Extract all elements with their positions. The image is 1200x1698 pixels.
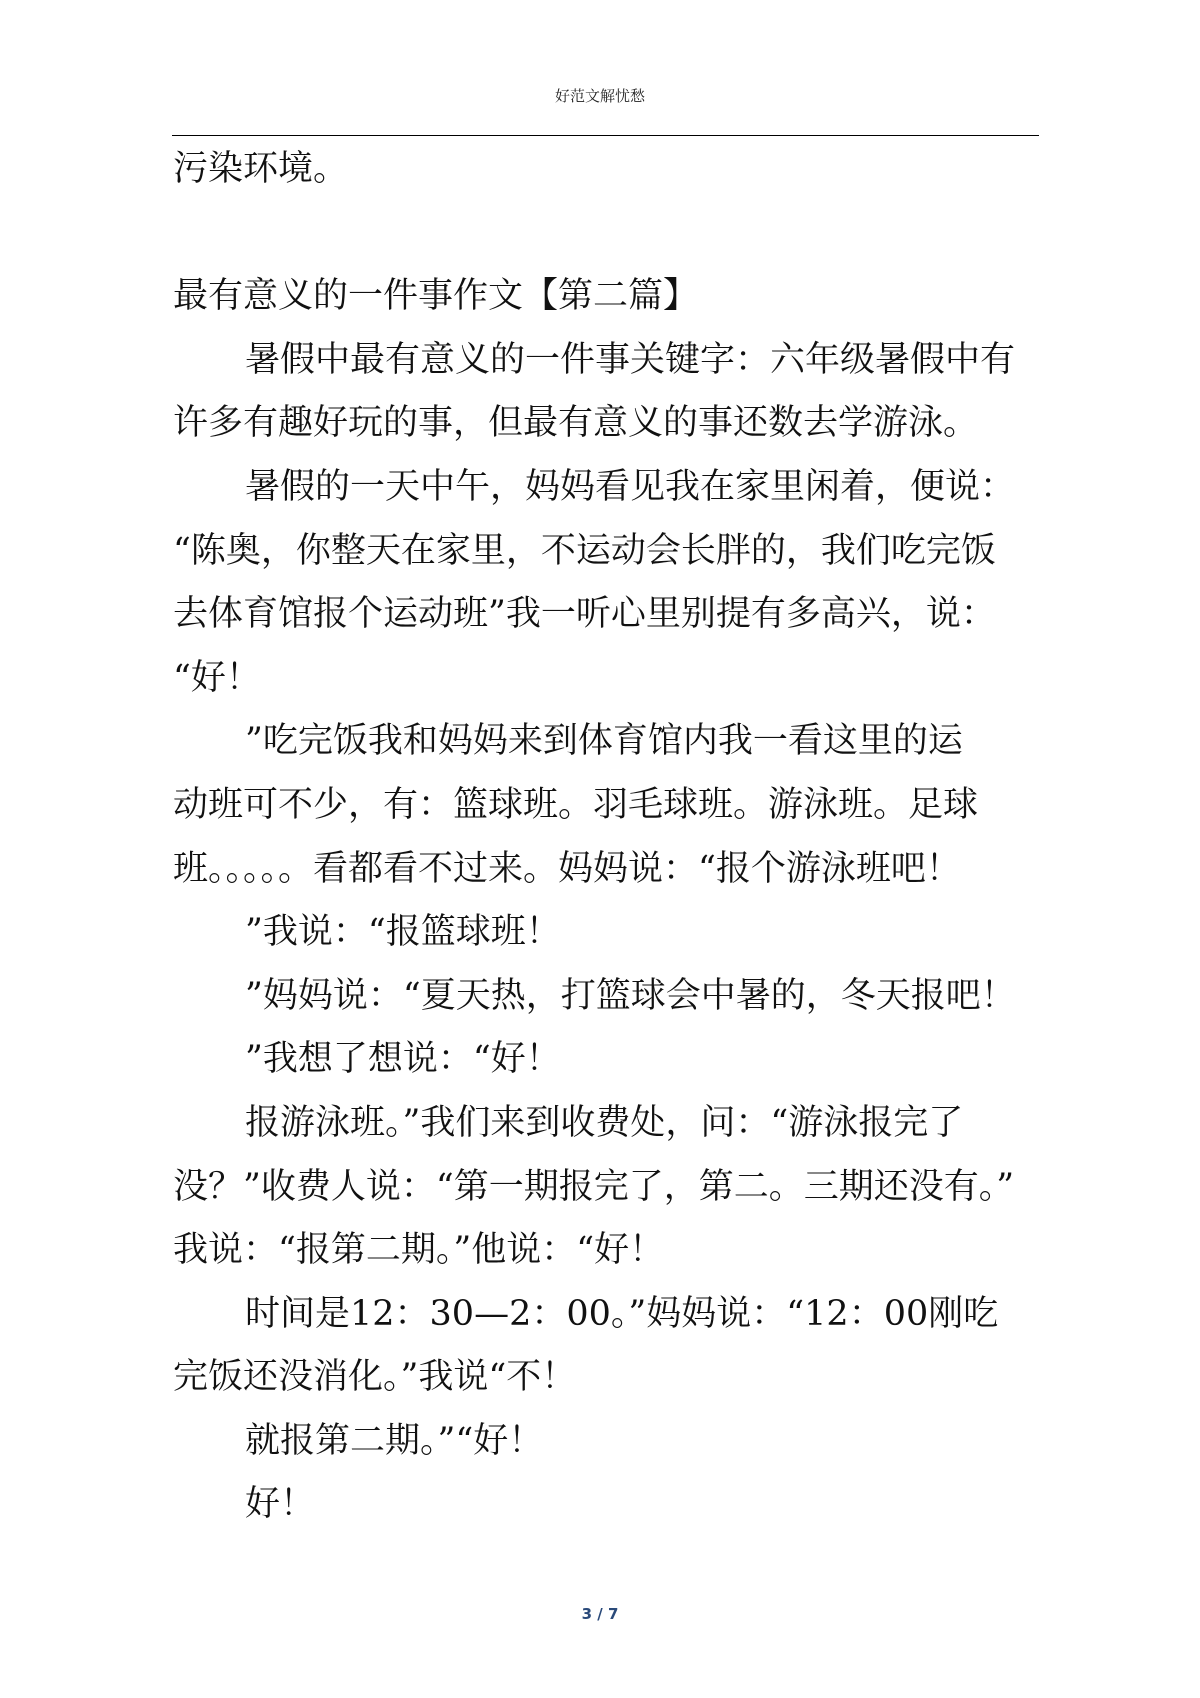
- paragraph-line: 好！: [245, 1484, 316, 1525]
- section-title: 最有意义的一件事作文【第二篇】: [173, 276, 699, 317]
- paragraph-line: ”我想了想说：“好！: [245, 1039, 561, 1080]
- paragraph-line: 报游泳班。”我们来到收费处，问：“游泳报完了: [245, 1102, 964, 1143]
- paragraph-line: ”妈妈说：“夏天热，打篮球会中暑的，冬天报吧！: [245, 975, 1016, 1016]
- paragraph-line: 去体育馆报个运动班”我一听心里别提有多高兴，说：: [173, 594, 996, 635]
- page-header: [0, 86, 1200, 106]
- header-divider: [172, 135, 1039, 136]
- paragraph-line: “好！: [173, 657, 261, 698]
- page-number: 3 / 7: [581, 1605, 619, 1623]
- paragraph-line: 暑假中最有意义的一件事关键字：六年级暑假中有: [245, 339, 1016, 380]
- paragraph-line: 污染环境。: [173, 149, 349, 189]
- paragraph-line: 没？”收费人说：“第一期报完了，第二。三期还没有。”: [173, 1166, 1015, 1207]
- paragraph-line: 动班可不少，有：篮球班。羽毛球班。游泳班。足球: [173, 784, 979, 825]
- paragraph-line: “陈奥，你整天在家里，不运动会长胖的，我们吃完饭: [173, 530, 996, 571]
- paragraph-line: ”吃完饭我和妈妈来到体育馆内我一看这里的运: [245, 721, 963, 762]
- paragraph-line: 许多有趣好玩的事，但最有意义的事还数去学游泳。: [173, 403, 979, 444]
- paragraph-line: 暑假的一天中午，妈妈看见我在家里闲着，便说：: [245, 466, 1016, 507]
- paragraph-line: ”我说：“报篮球班！: [245, 912, 561, 953]
- paragraph-line: 班。。。。。看都看不过来。妈妈说：“报个游泳班吧！: [173, 848, 961, 889]
- header-title: 好范文解忧愁: [554, 87, 645, 105]
- page-footer: [0, 1604, 1200, 1624]
- paragraph-line: 时间是12：30—2：00。”妈妈说：“12：00刚吃: [245, 1293, 999, 1334]
- paragraph-line: 完饭还没消化。”我说“不！: [173, 1357, 577, 1398]
- paragraph-line: 就报第二期。”“好！: [245, 1420, 544, 1461]
- paragraph-line: 我说：“报第二期。”他说：“好！: [173, 1230, 665, 1271]
- document-body: [173, 138, 1039, 1537]
